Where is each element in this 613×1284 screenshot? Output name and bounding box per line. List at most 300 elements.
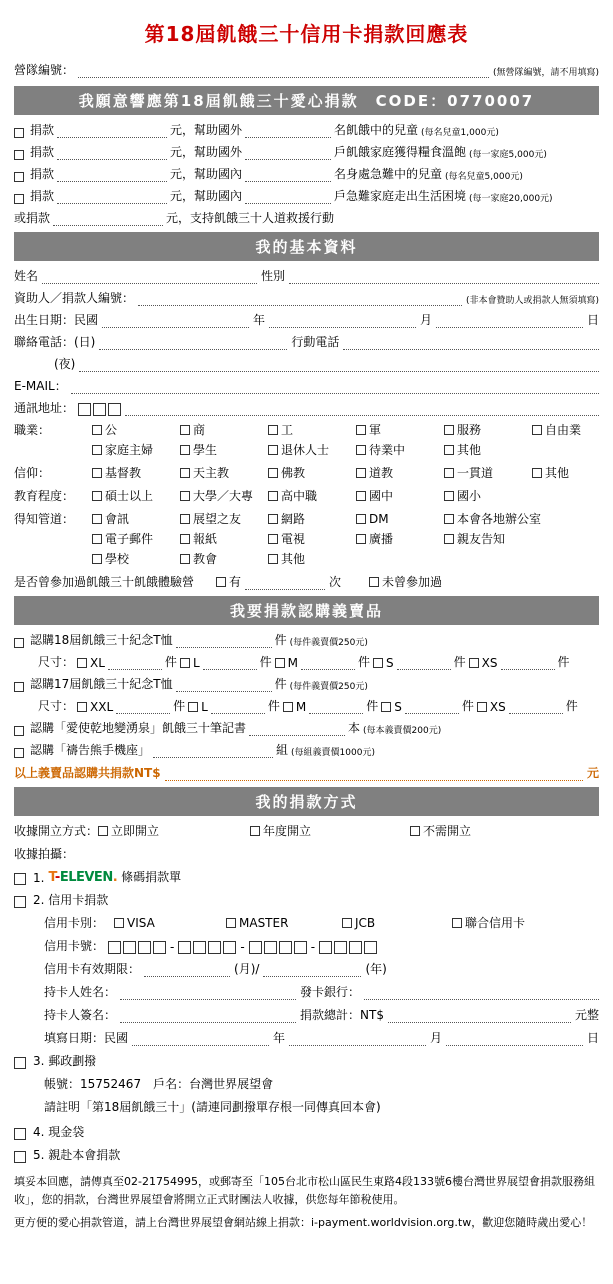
checkbox-icon[interactable] (452, 918, 462, 928)
size-unit: 件 (164, 655, 177, 669)
source-option[interactable] (444, 510, 541, 527)
source-label: 得知管道： (14, 512, 75, 526)
checkbox-icon[interactable] (180, 468, 190, 478)
card-expiry-year-unit: (年) (365, 962, 387, 976)
donation-amount-total-input[interactable] (388, 1011, 571, 1023)
checkbox-icon[interactable] (188, 702, 198, 712)
size-unit: 件 (461, 699, 474, 713)
birthdate-label: 出生日期：民國 (14, 313, 99, 327)
size-option[interactable] (381, 700, 402, 714)
size-unit: 件 (557, 655, 570, 669)
section-header-merchandise: 我要捐款認購義賣品 (14, 596, 599, 625)
fill-day-unit: 日 (587, 1031, 600, 1045)
merch-size-row (14, 697, 599, 714)
card-number-row: 信用卡號： - - - (14, 937, 599, 954)
card-type-label: 信用卡別： (44, 916, 105, 930)
payment-method-5[interactable] (14, 1146, 599, 1163)
source-option[interactable] (180, 550, 268, 567)
card-type-option[interactable] (342, 916, 452, 930)
checkbox-icon[interactable] (469, 658, 479, 668)
source-option[interactable] (180, 510, 268, 527)
checkbox-icon[interactable] (77, 702, 87, 712)
email-row (14, 377, 599, 394)
card-number-group-4[interactable] (319, 941, 377, 954)
checkbox-icon[interactable] (477, 702, 487, 712)
size-unit: 件 (453, 655, 466, 669)
card-signature-label: 持卡人簽名： (44, 1008, 117, 1022)
faith-option[interactable] (356, 464, 444, 481)
source-option[interactable] (268, 550, 305, 567)
checkbox-icon[interactable] (356, 491, 366, 501)
name-gender-row (14, 267, 599, 284)
phone-day-row (14, 333, 599, 350)
checkbox-icon[interactable] (14, 194, 24, 204)
donation-count-input[interactable] (245, 126, 331, 138)
checkbox-icon[interactable] (268, 514, 278, 524)
team-number-note: (無營隊編號，請不用填寫) (492, 68, 599, 78)
size-option[interactable] (188, 700, 208, 714)
address-input[interactable] (125, 404, 599, 416)
occupation-option[interactable] (356, 441, 444, 458)
team-number-input[interactable] (78, 66, 489, 78)
section-header-personal-info: 我的基本資料 (14, 232, 599, 261)
size-qty-input[interactable] (116, 702, 170, 714)
size-option[interactable] (283, 700, 306, 714)
checkbox-icon[interactable] (92, 534, 102, 544)
checkbox-icon[interactable] (250, 826, 260, 836)
size-option[interactable] (77, 656, 105, 670)
fill-date-row (14, 1029, 599, 1046)
camp-yes-option[interactable] (216, 573, 241, 590)
card-expiry-month-input[interactable] (144, 965, 230, 977)
checkbox-icon[interactable] (92, 554, 102, 564)
faith-option-label: 一貫道 (457, 466, 494, 480)
size-option-label: XXL (90, 700, 114, 714)
card-expiry-month-unit: (月)/ (234, 962, 260, 976)
education-option[interactable] (444, 487, 481, 504)
checkbox-icon[interactable] (92, 425, 102, 435)
source-option-label: 親友告知 (457, 532, 506, 546)
checkbox-icon[interactable] (180, 445, 190, 455)
checkbox-icon[interactable] (92, 514, 102, 524)
checkbox-icon[interactable] (268, 445, 278, 455)
checkbox-icon[interactable] (283, 702, 293, 712)
fill-year-unit: 年 (273, 1031, 286, 1045)
source-option[interactable] (268, 530, 356, 547)
card-holder-label: 持卡人姓名： (44, 985, 117, 999)
checkbox-icon[interactable] (180, 425, 190, 435)
donation-row-mid: 元，幫助國內 (170, 189, 243, 203)
checkbox-icon[interactable] (92, 468, 102, 478)
merch-note: (每本義賣價200元) (363, 726, 442, 736)
checkbox-icon[interactable] (14, 172, 24, 182)
occupation-option[interactable] (180, 441, 268, 458)
source-option[interactable] (92, 550, 180, 567)
checkbox-icon[interactable] (180, 658, 190, 668)
donation-row-suffix: 戶急難家庭走出生活困境 (334, 189, 467, 203)
size-qty-input[interactable] (405, 702, 459, 714)
source-option[interactable] (92, 510, 180, 527)
source-option[interactable] (444, 530, 505, 547)
checkbox-icon[interactable] (226, 918, 236, 928)
postal-account-row: 帳號：15752467 戶名：台灣世界展望會 (44, 1077, 274, 1091)
checkbox-icon[interactable] (92, 445, 102, 455)
issuing-bank-label: 發卡銀行： (300, 985, 361, 999)
education-option-label: 國中 (369, 489, 394, 503)
checkbox-icon[interactable] (180, 554, 190, 564)
fill-month-unit: 月 (430, 1031, 443, 1045)
donation-count-input[interactable] (245, 170, 331, 182)
checkbox-icon[interactable] (373, 658, 383, 668)
mobile-input[interactable] (343, 338, 599, 350)
checkbox-icon[interactable] (444, 491, 454, 501)
phone-night-input[interactable] (79, 360, 599, 372)
size-qty-input[interactable] (309, 702, 363, 714)
merch-item-label: 認購18屆飢餓三十紀念T恤 (30, 633, 173, 647)
camp-no-option[interactable] (369, 573, 442, 590)
card-expiry-label: 信用卡有效期限： (44, 962, 141, 976)
issuing-bank-input[interactable] (364, 988, 599, 1000)
checkbox-icon[interactable] (444, 425, 454, 435)
checkbox-icon[interactable] (444, 514, 454, 524)
section-header-payment: 我的捐款方式 (14, 787, 599, 816)
footer-paragraph-2: 更方便的愛心捐款管道，請上台灣世界展望會網站線上捐款：i-payment.worldvision.org.tw，歡迎您隨時歲出愛心！ (14, 1216, 593, 1230)
card-type-row (14, 914, 599, 931)
faith-option-label: 天主教 (193, 466, 230, 480)
checkbox-icon[interactable] (14, 873, 26, 885)
card-number-group-1[interactable] (108, 941, 166, 954)
checkbox-icon[interactable] (180, 514, 190, 524)
merch-unit: 件 (274, 633, 287, 647)
page-title: 第18屆飢餓三十信用卡捐款回應表 (144, 22, 469, 46)
checkbox-icon[interactable] (268, 468, 278, 478)
faith-option[interactable] (444, 464, 532, 481)
education-option[interactable] (92, 487, 180, 504)
checkbox-icon[interactable] (356, 514, 366, 524)
seven-eleven-t: T (48, 870, 55, 885)
faith-option[interactable] (532, 464, 569, 481)
education-option-label: 碩士以上 (105, 489, 154, 503)
checkbox-icon[interactable] (98, 826, 108, 836)
source-option[interactable] (92, 530, 180, 547)
faith-option[interactable] (268, 464, 356, 481)
birth-year-input[interactable] (102, 316, 249, 328)
checkbox-icon[interactable] (356, 534, 366, 544)
seven-eleven-dot: . (112, 870, 118, 885)
checkbox-icon[interactable] (180, 534, 190, 544)
size-option[interactable] (469, 656, 498, 670)
gender-label: 性別 (261, 269, 286, 283)
birth-day-input[interactable] (436, 316, 583, 328)
gender-input[interactable] (289, 272, 599, 284)
occupation-option[interactable] (92, 441, 180, 458)
sponsor-id-note: (非本會贊助人或捐款人無須填寫) (465, 296, 599, 306)
donation-amount-input[interactable] (57, 148, 167, 160)
checkbox-icon[interactable] (14, 1151, 26, 1163)
receipt-option[interactable] (250, 822, 410, 839)
size-option-label: XS (481, 656, 498, 670)
receipt-option[interactable] (98, 822, 250, 839)
source-row-2 (92, 530, 599, 547)
size-qty-input[interactable] (203, 658, 257, 670)
occupation-option[interactable] (444, 421, 532, 438)
checkbox-icon[interactable] (14, 128, 24, 138)
source-option[interactable] (356, 510, 444, 527)
checkbox-icon[interactable] (268, 554, 278, 564)
payment-method-4[interactable] (14, 1123, 599, 1140)
occupation-option[interactable] (92, 421, 180, 438)
payment-method-1[interactable] (14, 868, 599, 885)
checkbox-icon[interactable] (14, 638, 24, 648)
receipt-row (14, 822, 599, 839)
address-row (14, 399, 599, 416)
card-type-option[interactable] (114, 916, 226, 930)
birth-day-unit: 日 (587, 313, 600, 327)
occupation-option-label: 自由業 (545, 423, 582, 437)
education-row (92, 487, 599, 504)
checkbox-icon[interactable] (268, 425, 278, 435)
checkbox-icon[interactable] (14, 748, 24, 758)
receipt-option-label: 立即開立 (111, 824, 160, 838)
occupation-option[interactable] (268, 421, 356, 438)
merch-total-label: 以上義賣品認購共捐款NT$ (14, 766, 161, 780)
donation-row-mid: 元，幫助國外 (170, 145, 243, 159)
receipt-option[interactable] (410, 822, 471, 839)
card-number-label: 信用卡號： (44, 939, 105, 953)
size-unit: 件 (358, 655, 371, 669)
donation-row-note: (每一家庭20,000元) (469, 194, 553, 204)
faith-option-label: 其他 (545, 466, 570, 480)
postal-code-boxes[interactable] (78, 403, 121, 416)
checkbox-icon[interactable] (356, 468, 366, 478)
faith-group (14, 464, 599, 484)
checkbox-icon[interactable] (180, 491, 190, 501)
size-unit: 件 (267, 699, 280, 713)
donation-row-note: (每名兒童1,000元) (421, 128, 499, 138)
email-input[interactable] (71, 382, 599, 394)
faith-option[interactable] (92, 464, 180, 481)
size-qty-input[interactable] (501, 658, 555, 670)
size-unit: 件 (173, 699, 186, 713)
merch-item-row (14, 631, 599, 648)
merch-total-input[interactable] (165, 769, 583, 781)
education-option-label: 大學／大專 (193, 489, 254, 503)
card-type-option-label: MASTER (239, 915, 289, 930)
checkbox-icon[interactable] (14, 150, 24, 160)
donation-other-mid: 元，支持飢餓三十人道救援行動 (166, 211, 335, 225)
donation-options (14, 121, 599, 226)
card-type-option[interactable] (226, 916, 342, 930)
size-option[interactable] (275, 656, 298, 670)
education-option[interactable] (180, 487, 268, 504)
merch-size-row (14, 653, 599, 670)
donation-row-suffix: 戶飢餓家庭獲得糧食溫飽 (334, 145, 467, 159)
size-option[interactable] (373, 656, 394, 670)
checkbox-icon[interactable] (14, 682, 24, 692)
donation-count-input[interactable] (245, 148, 331, 160)
payment-method-3[interactable] (14, 1052, 599, 1069)
education-option[interactable] (268, 487, 356, 504)
checkbox-icon[interactable] (444, 468, 454, 478)
sponsor-id-label: 資助人／捐款人編號： (14, 291, 135, 305)
mobile-label: 行動電話 (291, 335, 340, 349)
source-option-label: 其他 (281, 552, 306, 566)
checkbox-icon[interactable] (342, 918, 352, 928)
occupation-row-1 (92, 421, 599, 438)
card-signature-input[interactable] (120, 1011, 296, 1023)
receipt-option-label: 年度開立 (263, 824, 312, 838)
occupation-option-label: 退休人士 (281, 443, 330, 457)
card-number-group-2[interactable] (178, 941, 236, 954)
source-row-3 (92, 550, 599, 567)
checkbox-icon[interactable] (369, 577, 379, 587)
occupation-label: 職業： (14, 423, 51, 437)
faith-option[interactable] (180, 464, 268, 481)
checkbox-icon[interactable] (444, 534, 454, 544)
occupation-option-label: 公 (105, 423, 118, 437)
phone-day-label: 聯絡電話：(日) (14, 335, 96, 349)
checkbox-icon[interactable] (381, 702, 391, 712)
checkbox-icon[interactable] (268, 491, 278, 501)
checkbox-icon[interactable] (268, 534, 278, 544)
phone-day-input[interactable] (99, 338, 287, 350)
merch-unit: 本 (348, 721, 361, 735)
birthdate-row (14, 311, 599, 328)
donation-row (14, 165, 599, 182)
source-option[interactable] (180, 530, 268, 547)
phone-night-row (14, 355, 599, 372)
source-option[interactable] (356, 530, 444, 547)
fill-year-input[interactable] (132, 1034, 269, 1046)
name-label: 姓名 (14, 269, 39, 283)
team-number-label: 營隊編號： (14, 63, 75, 77)
size-option[interactable] (477, 700, 506, 714)
merch-total-row (14, 764, 599, 781)
phone-night-label: (夜) (54, 357, 76, 371)
sponsor-id-row (14, 289, 599, 306)
checkbox-icon[interactable] (14, 1128, 26, 1140)
checkbox-icon[interactable] (356, 425, 366, 435)
method-2-label: 2. 信用卡捐款 (33, 893, 109, 907)
occupation-option[interactable] (180, 421, 268, 438)
receipt-label: 收據開立方式： (14, 824, 99, 838)
donation-amount-input[interactable] (57, 192, 167, 204)
occupation-option[interactable] (268, 441, 356, 458)
donation-amount-input[interactable] (57, 170, 167, 182)
size-option-label: L (192, 656, 200, 670)
payment-method-2[interactable] (14, 891, 599, 908)
checkbox-icon[interactable] (14, 726, 24, 736)
education-group (14, 487, 599, 507)
source-option-label: 報紙 (193, 532, 218, 546)
birth-month-input[interactable] (269, 316, 416, 328)
size-option[interactable] (77, 700, 113, 714)
camp-times-input[interactable] (245, 578, 325, 590)
checkbox-icon[interactable] (92, 491, 102, 501)
checkbox-icon[interactable] (77, 658, 87, 668)
size-unit: 件 (366, 699, 379, 713)
card-signature-row (14, 1006, 599, 1023)
camp-experience-row (14, 573, 599, 590)
fill-day-input[interactable] (446, 1034, 583, 1046)
checkbox-icon[interactable] (14, 1057, 26, 1069)
education-option-label: 高中職 (281, 489, 318, 503)
occupation-option[interactable] (444, 441, 532, 458)
donation-amount-unit: 元整 (574, 1008, 599, 1022)
personal-info-fields (14, 267, 599, 590)
size-qty-input[interactable] (211, 702, 265, 714)
name-input[interactable] (42, 272, 257, 284)
size-label: 尺寸： (38, 655, 75, 669)
donation-row-mid: 元，幫助國內 (170, 167, 243, 181)
donation-amount-input[interactable] (57, 126, 167, 138)
occupation-option-label: 服務 (457, 423, 482, 437)
source-option[interactable] (268, 510, 356, 527)
checkbox-icon[interactable] (14, 896, 26, 908)
occupation-row-2 (92, 441, 599, 458)
donation-amount-label: 捐款總計：NT$ (300, 1008, 384, 1022)
merch-qty-input[interactable] (176, 636, 272, 648)
occupation-option-label: 工 (281, 423, 294, 437)
checkbox-icon[interactable] (114, 918, 124, 928)
checkbox-icon[interactable] (444, 445, 454, 455)
merch-unit: 組 (276, 743, 289, 757)
size-option-label: S (386, 656, 394, 670)
card-type-option[interactable] (452, 914, 525, 931)
merch-qty-input[interactable] (249, 724, 345, 736)
card-holder-input[interactable] (120, 988, 296, 1000)
checkbox-icon[interactable] (532, 468, 542, 478)
sponsor-id-input[interactable] (138, 294, 462, 306)
checkbox-icon[interactable] (275, 658, 285, 668)
merch-item-label: 認購「禱告熊手機座」 (30, 743, 151, 757)
seven-eleven-word: ELEVEN (59, 870, 113, 885)
size-qty-input[interactable] (301, 658, 355, 670)
method-4-label: 4. 現金袋 (33, 1125, 85, 1139)
card-holder-row (14, 983, 599, 1000)
size-qty-input[interactable] (397, 658, 451, 670)
donation-row-prefix: 捐款 (30, 189, 55, 203)
donation-count-input[interactable] (245, 192, 331, 204)
size-qty-input[interactable] (509, 702, 563, 714)
source-option-label: 學校 (105, 552, 130, 566)
merch-qty-input[interactable] (176, 680, 272, 692)
donation-other-amount-input[interactable] (53, 214, 163, 226)
card-expiry-year-input[interactable] (263, 965, 361, 977)
card-number-group-3[interactable] (249, 941, 307, 954)
fill-month-input[interactable] (289, 1034, 426, 1046)
occupation-option-label: 學生 (193, 443, 218, 457)
checkbox-icon[interactable] (216, 577, 226, 587)
occupation-option[interactable] (532, 421, 581, 438)
occupation-option[interactable] (356, 421, 444, 438)
merch-note: (每組義賣價1000元) (291, 748, 375, 758)
checkbox-icon[interactable] (410, 826, 420, 836)
merch-unit: 件 (274, 677, 287, 691)
size-qty-input[interactable] (108, 658, 162, 670)
merch-qty-input[interactable] (153, 746, 273, 758)
donation-row-other (14, 209, 599, 226)
donation-row (14, 121, 599, 138)
size-option[interactable] (180, 656, 200, 670)
faith-row (92, 464, 599, 481)
merch-item-label: 認購「愛使乾地變湧泉」飢餓三十筆記書 (30, 721, 247, 735)
checkbox-icon[interactable] (356, 445, 366, 455)
education-option[interactable] (356, 487, 444, 504)
footer-notes (14, 1173, 599, 1232)
faith-label: 信仰： (14, 466, 51, 480)
checkbox-icon[interactable] (532, 425, 542, 435)
